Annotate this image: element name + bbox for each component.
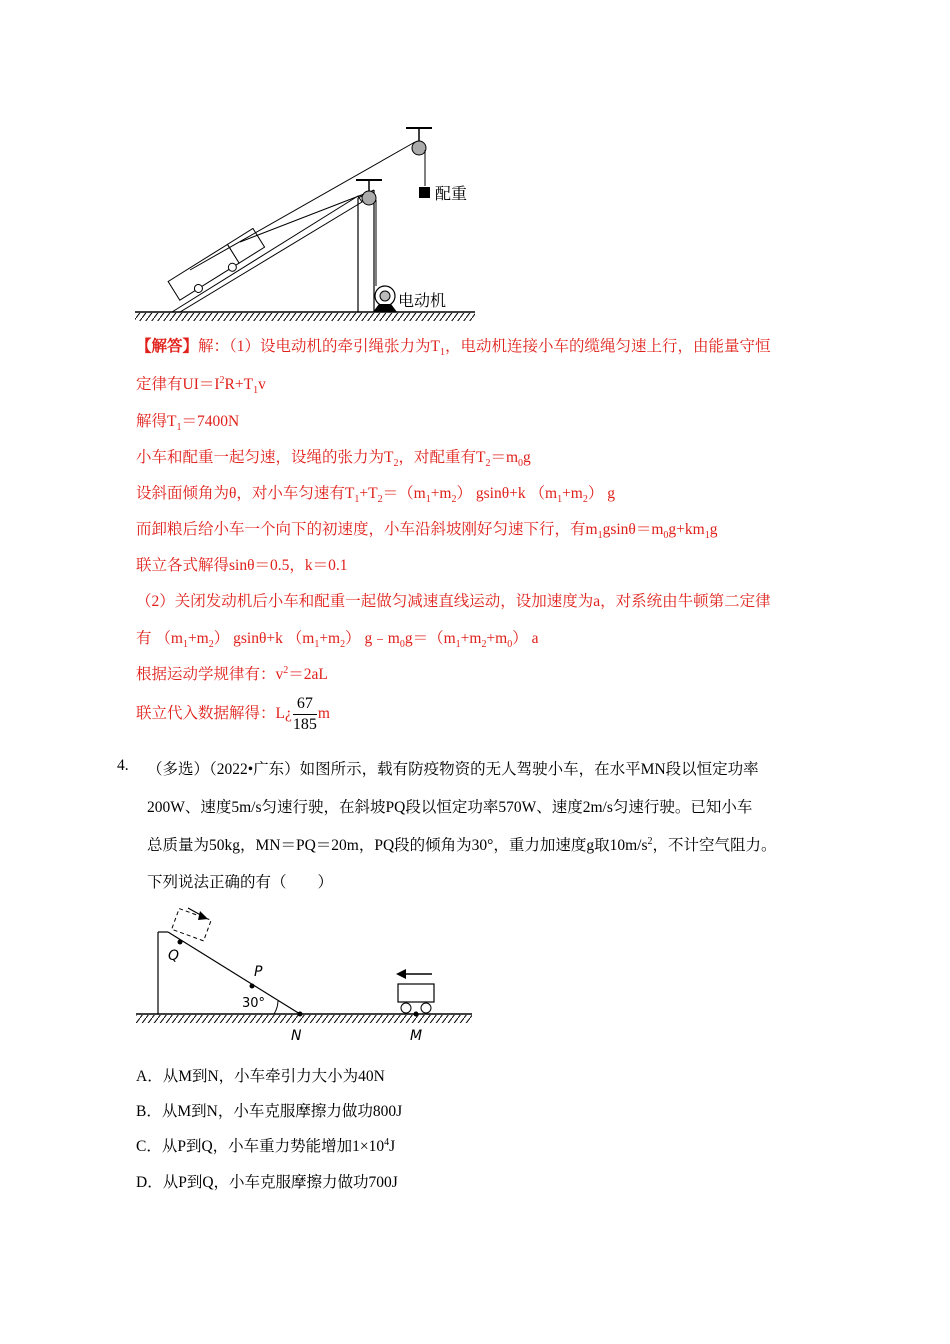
solution-line-7: 联立各式解得sinθ＝0.5，k＝0.1 <box>136 557 348 574</box>
solution-line-10: 根据运动学规律有：$v^2=2aL$ <box>136 664 328 683</box>
question-line-1: （多选）（2022•广东）如图所示，载有防疫物资的无人驾驶小车，在水平MN段以恒定功率 <box>147 761 759 778</box>
option-D: D．从P到Q，小车克服摩擦力做功700J <box>136 1174 398 1191</box>
solution-line-2: 定律有$UI=I^2R+T_1v$ <box>136 374 266 397</box>
slope-cart-diagram <box>134 898 474 1048</box>
question-line-3: 总质量为50kg，MN＝PQ＝20m，PQ段的倾角为30°，重力加速度g取$10m/s^2$，不计空气阻力。 <box>147 835 777 854</box>
question-line-2: 200W、速度5m/s匀速行驶，在斜坡PQ段以恒定功率570W、速度2m/s匀速行驶。已知小车 <box>147 799 753 816</box>
option-C: C．从P到Q，小车重力势能增加$1\times 10^4J$ <box>136 1136 396 1155</box>
label-P: P <box>254 964 263 980</box>
fraction-L: $\frac{67}{185}$ <box>292 695 317 733</box>
label-angle: 30° <box>242 996 266 1011</box>
solution-line-4: 小车和配重一起匀速，设绳的张力为$T_2$，对配重有$T_2=m_0g$ <box>136 449 531 470</box>
counterweight-label: 配重 <box>435 184 468 203</box>
motor-label: 电动机 <box>398 291 447 310</box>
solution-line-11: 联立代入数据解得：L¿ $\frac{67}{185}$ m <box>136 695 330 733</box>
solution-line-3: 解得$T_1=7400N$ <box>136 413 240 434</box>
solution-line-1: 【解答】解：（1）设电动机的牵引绳张力为$T_1$，电动机连接小车的缆绳匀速上行，由能量守恒 <box>136 338 771 359</box>
option-B: B．从M到N，小车克服摩擦力做功800J <box>136 1103 403 1120</box>
option-A: A．从M到N，小车牵引力大小为40N <box>136 1068 385 1085</box>
question-number: 4. <box>117 757 129 774</box>
slope-cart-figure <box>134 898 474 1048</box>
solution-line-9: 有 $(m_1+m_2)$ gsinθ+k $(m_1+m_2)$ $g﹣m_0g=(m_1+m_2+m_0)$ a <box>136 630 539 651</box>
question-line-4: 下列说法正确的有（ ） <box>147 874 334 891</box>
solution-tag: 【解答】 <box>136 338 199 355</box>
label-Q: Q <box>168 948 180 964</box>
label-N: N <box>291 1028 302 1044</box>
label-M: M <box>410 1028 423 1044</box>
solution-line-5: 设斜面倾角为θ，对小车匀速有$T_1+T_2=(m_1+m_2)$ gsinθ+k $(m_1+m_2)$ g <box>136 485 616 506</box>
incline-motor-figure <box>130 118 480 328</box>
solution-line-8: （2）关闭发动机后小车和配重一起做匀减速直线运动，设加速度为a，对系统由牛顿第二定律 <box>136 593 771 610</box>
solution-line-6: 而卸粮后给小车一个向下的初速度，小车沿斜坡刚好匀速下行，有$m_1gsin\theta=m_0g+km_1g$ <box>136 521 718 542</box>
